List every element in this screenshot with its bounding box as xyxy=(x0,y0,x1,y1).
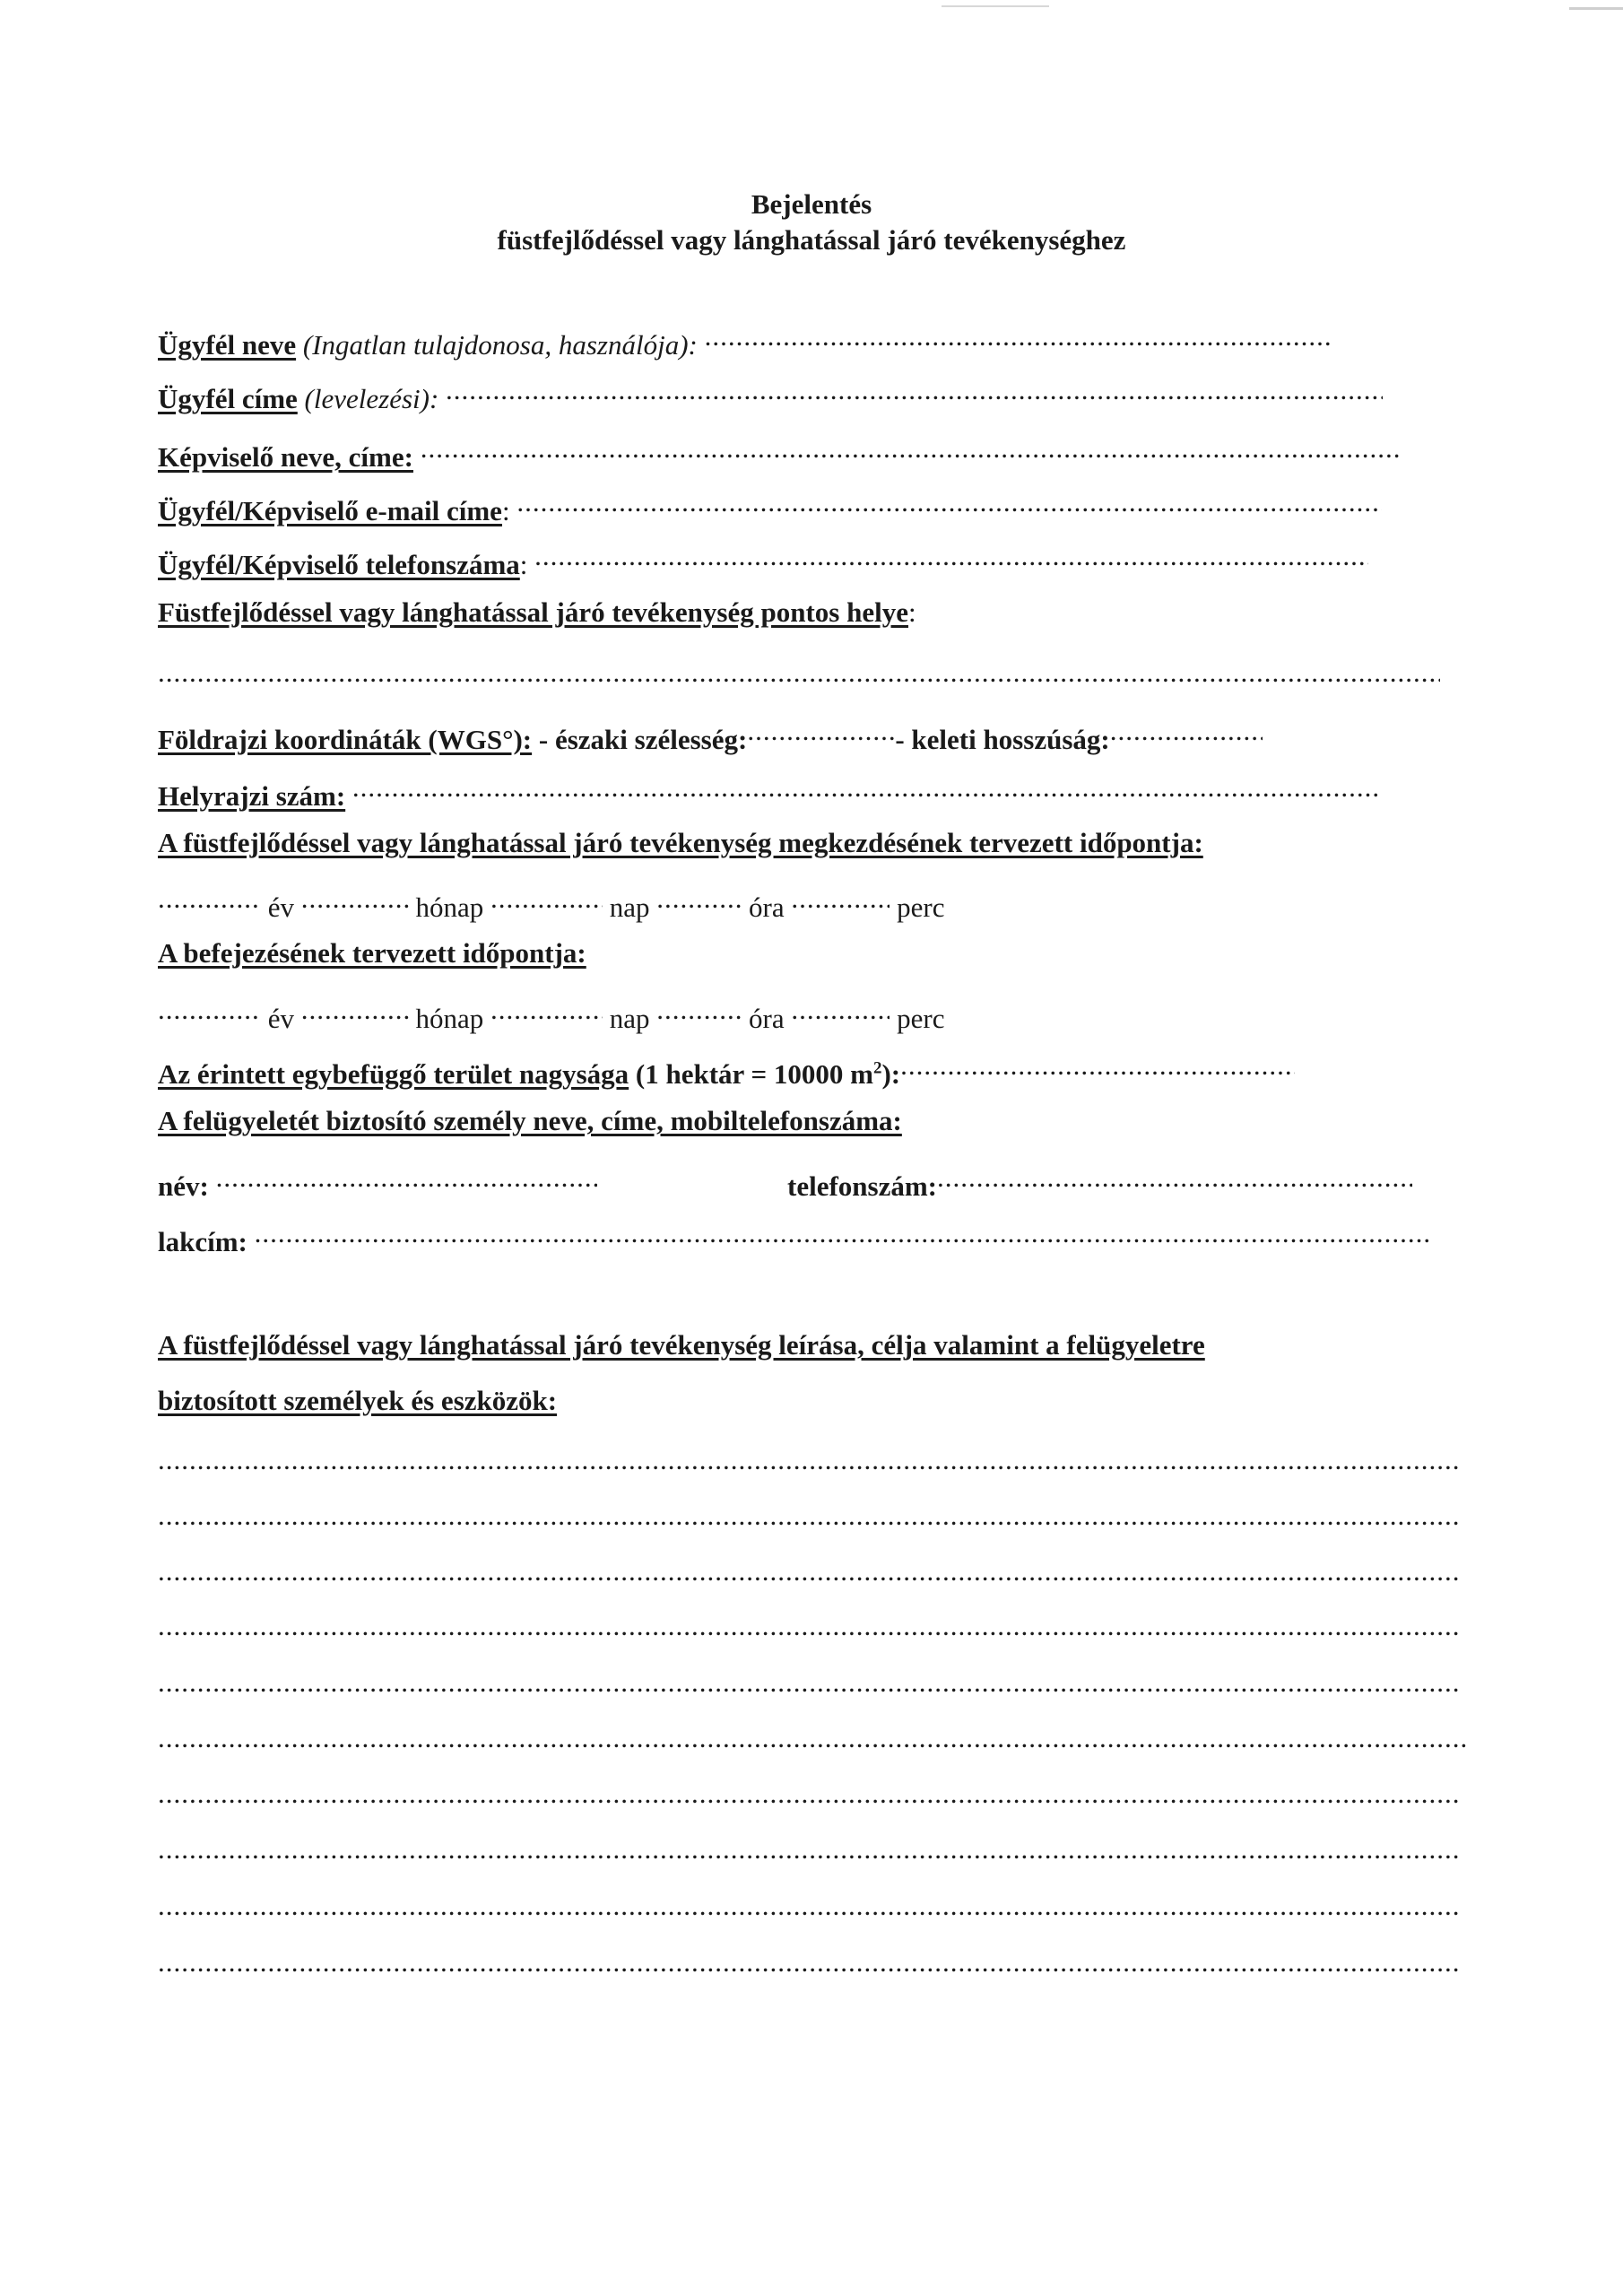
supervisor-name-field[interactable] xyxy=(216,1160,597,1196)
end-year-field[interactable] xyxy=(158,992,261,1028)
end-month-field[interactable] xyxy=(301,992,409,1028)
email-label: Ügyfél/Képviselő e-mail címe xyxy=(158,495,502,526)
start-minute-field[interactable] xyxy=(791,881,890,917)
end-datetime-row xyxy=(158,992,944,1037)
end-minute-label: perc xyxy=(897,1003,945,1034)
description-field-line xyxy=(158,1442,1458,1487)
email-row xyxy=(158,484,1382,529)
phone-row xyxy=(158,538,1368,583)
description-field-line xyxy=(158,1608,1458,1653)
client-address-label: Ügyfél címe xyxy=(158,383,298,414)
description-field-line xyxy=(158,1831,1458,1876)
start-row xyxy=(158,825,1203,861)
start-datetime-row xyxy=(158,881,944,926)
area-unit-close: ): xyxy=(881,1058,901,1090)
end-day-label: nap xyxy=(609,1003,650,1034)
email-field[interactable] xyxy=(516,484,1382,520)
coordinates-row xyxy=(158,713,1263,758)
coordinates-east-label: - keleti hosszúság: xyxy=(895,724,1110,755)
scan-edge-mark xyxy=(942,5,1049,7)
start-year-label: év xyxy=(267,891,295,923)
description-row xyxy=(158,1327,1205,1363)
description-field-5[interactable] xyxy=(158,1665,1458,1700)
location-label: Füstfejlődéssel vagy lánghatással járó tevékenység pontos helye xyxy=(158,596,908,628)
parcel-label: Helyrajzi szám: xyxy=(158,780,346,812)
supervisor-name-row xyxy=(158,1160,597,1205)
description-field-line xyxy=(158,1720,1467,1765)
end-hour-label: óra xyxy=(749,1003,785,1034)
start-hour-label: óra xyxy=(749,891,785,923)
start-year-field[interactable] xyxy=(158,881,261,917)
supervisor-row xyxy=(158,1103,902,1139)
area-label: Az érintett egybefüggő terület nagysága xyxy=(158,1058,629,1090)
end-row xyxy=(158,935,586,971)
start-minute-label: perc xyxy=(897,891,945,923)
description-field-6[interactable] xyxy=(158,1720,1467,1756)
start-month-field[interactable] xyxy=(301,881,409,917)
end-minute-field[interactable] xyxy=(791,992,890,1028)
description-field-10[interactable] xyxy=(158,1944,1458,1980)
supervisor-address-label: lakcím: xyxy=(158,1226,247,1257)
area-field[interactable] xyxy=(900,1048,1295,1083)
start-month-label: hónap xyxy=(415,891,484,923)
supervisor-address-field[interactable] xyxy=(255,1215,1429,1251)
end-hour-field[interactable] xyxy=(656,992,742,1028)
start-hour-field[interactable] xyxy=(656,881,742,917)
description-field-2[interactable] xyxy=(158,1498,1458,1534)
client-name-field[interactable] xyxy=(705,318,1332,354)
description-field-8[interactable] xyxy=(158,1831,1458,1867)
client-name-hint: (Ingatlan tulajdonosa, használója): xyxy=(302,329,698,361)
phone-field[interactable] xyxy=(534,538,1368,574)
phone-colon: : xyxy=(519,549,528,580)
parcel-field[interactable] xyxy=(352,770,1379,805)
supervisor-phone-row xyxy=(787,1160,1412,1205)
phone-label: Ügyfél/Képviselő telefonszáma xyxy=(158,549,520,580)
client-address-field[interactable] xyxy=(446,372,1383,408)
email-colon: : xyxy=(501,495,510,526)
description-field-4[interactable] xyxy=(158,1608,1458,1644)
coordinates-label: Földrajzi koordináták (WGS°): xyxy=(158,724,533,755)
representative-field[interactable] xyxy=(421,430,1402,466)
description-field-line xyxy=(158,1498,1458,1543)
end-year-label: év xyxy=(267,1003,295,1034)
parcel-row xyxy=(158,770,1379,814)
client-address-hint: (levelezési): xyxy=(304,383,439,414)
start-day-label: nap xyxy=(609,891,650,923)
location-colon: : xyxy=(907,596,916,628)
location-field-row xyxy=(158,655,1440,700)
client-name-label: Ügyfél neve xyxy=(158,329,297,361)
description-field-line xyxy=(158,1776,1458,1821)
description-field-line xyxy=(158,1888,1458,1933)
coordinates-east-field[interactable] xyxy=(1110,713,1263,749)
description-label-line2: biztosított személyek és eszközök: xyxy=(158,1385,558,1416)
description-field-line xyxy=(158,1665,1458,1709)
document-title: Bejelentés xyxy=(751,188,872,220)
description-field-9[interactable] xyxy=(158,1888,1458,1924)
supervisor-label: A felügyeletét biztosító személy neve, címe, mobiltelefonszáma: xyxy=(158,1105,902,1136)
end-day-field[interactable] xyxy=(490,992,603,1028)
representative-label: Képviselő neve, címe: xyxy=(158,441,413,473)
coordinates-north-label: - északi szélesség: xyxy=(538,724,748,755)
description-row-2 xyxy=(158,1383,557,1419)
location-field[interactable] xyxy=(158,655,1440,691)
start-label: A füstfejlődéssel vagy lánghatással járó tevékenység megkezdésének tervezett időpontja: xyxy=(158,827,1203,858)
coordinates-north-field[interactable] xyxy=(747,713,895,749)
end-month-label: hónap xyxy=(415,1003,484,1034)
location-row xyxy=(158,595,916,631)
area-unit: (1 hektár = 10000 m xyxy=(635,1058,873,1090)
start-day-field[interactable] xyxy=(490,881,603,917)
area-unit-superscript: 2 xyxy=(872,1058,882,1078)
supervisor-address-row xyxy=(158,1215,1429,1260)
description-field-7[interactable] xyxy=(158,1776,1458,1812)
client-address-row xyxy=(158,372,1383,417)
scan-edge-mark xyxy=(1569,7,1623,10)
supervisor-phone-field[interactable] xyxy=(937,1160,1412,1196)
description-field-3[interactable] xyxy=(158,1553,1458,1589)
description-label-line1: A füstfejlődéssel vagy lánghatással járó tevékenység leírása, célja valamint a felügyeletre xyxy=(158,1329,1205,1361)
description-field-1[interactable] xyxy=(158,1442,1458,1478)
document-subtitle: füstfejlődéssel vagy lánghatással járó tevékenységhez xyxy=(497,224,1126,256)
supervisor-phone-label: telefonszám: xyxy=(787,1170,937,1202)
area-row xyxy=(158,1048,1295,1092)
description-field-line xyxy=(158,1553,1458,1598)
description-field-line xyxy=(158,1944,1458,1989)
end-label: A befejezésének tervezett időpontja: xyxy=(158,937,586,969)
representative-row xyxy=(158,430,1402,475)
client-name-row xyxy=(158,318,1332,363)
supervisor-name-label: név: xyxy=(158,1170,209,1202)
